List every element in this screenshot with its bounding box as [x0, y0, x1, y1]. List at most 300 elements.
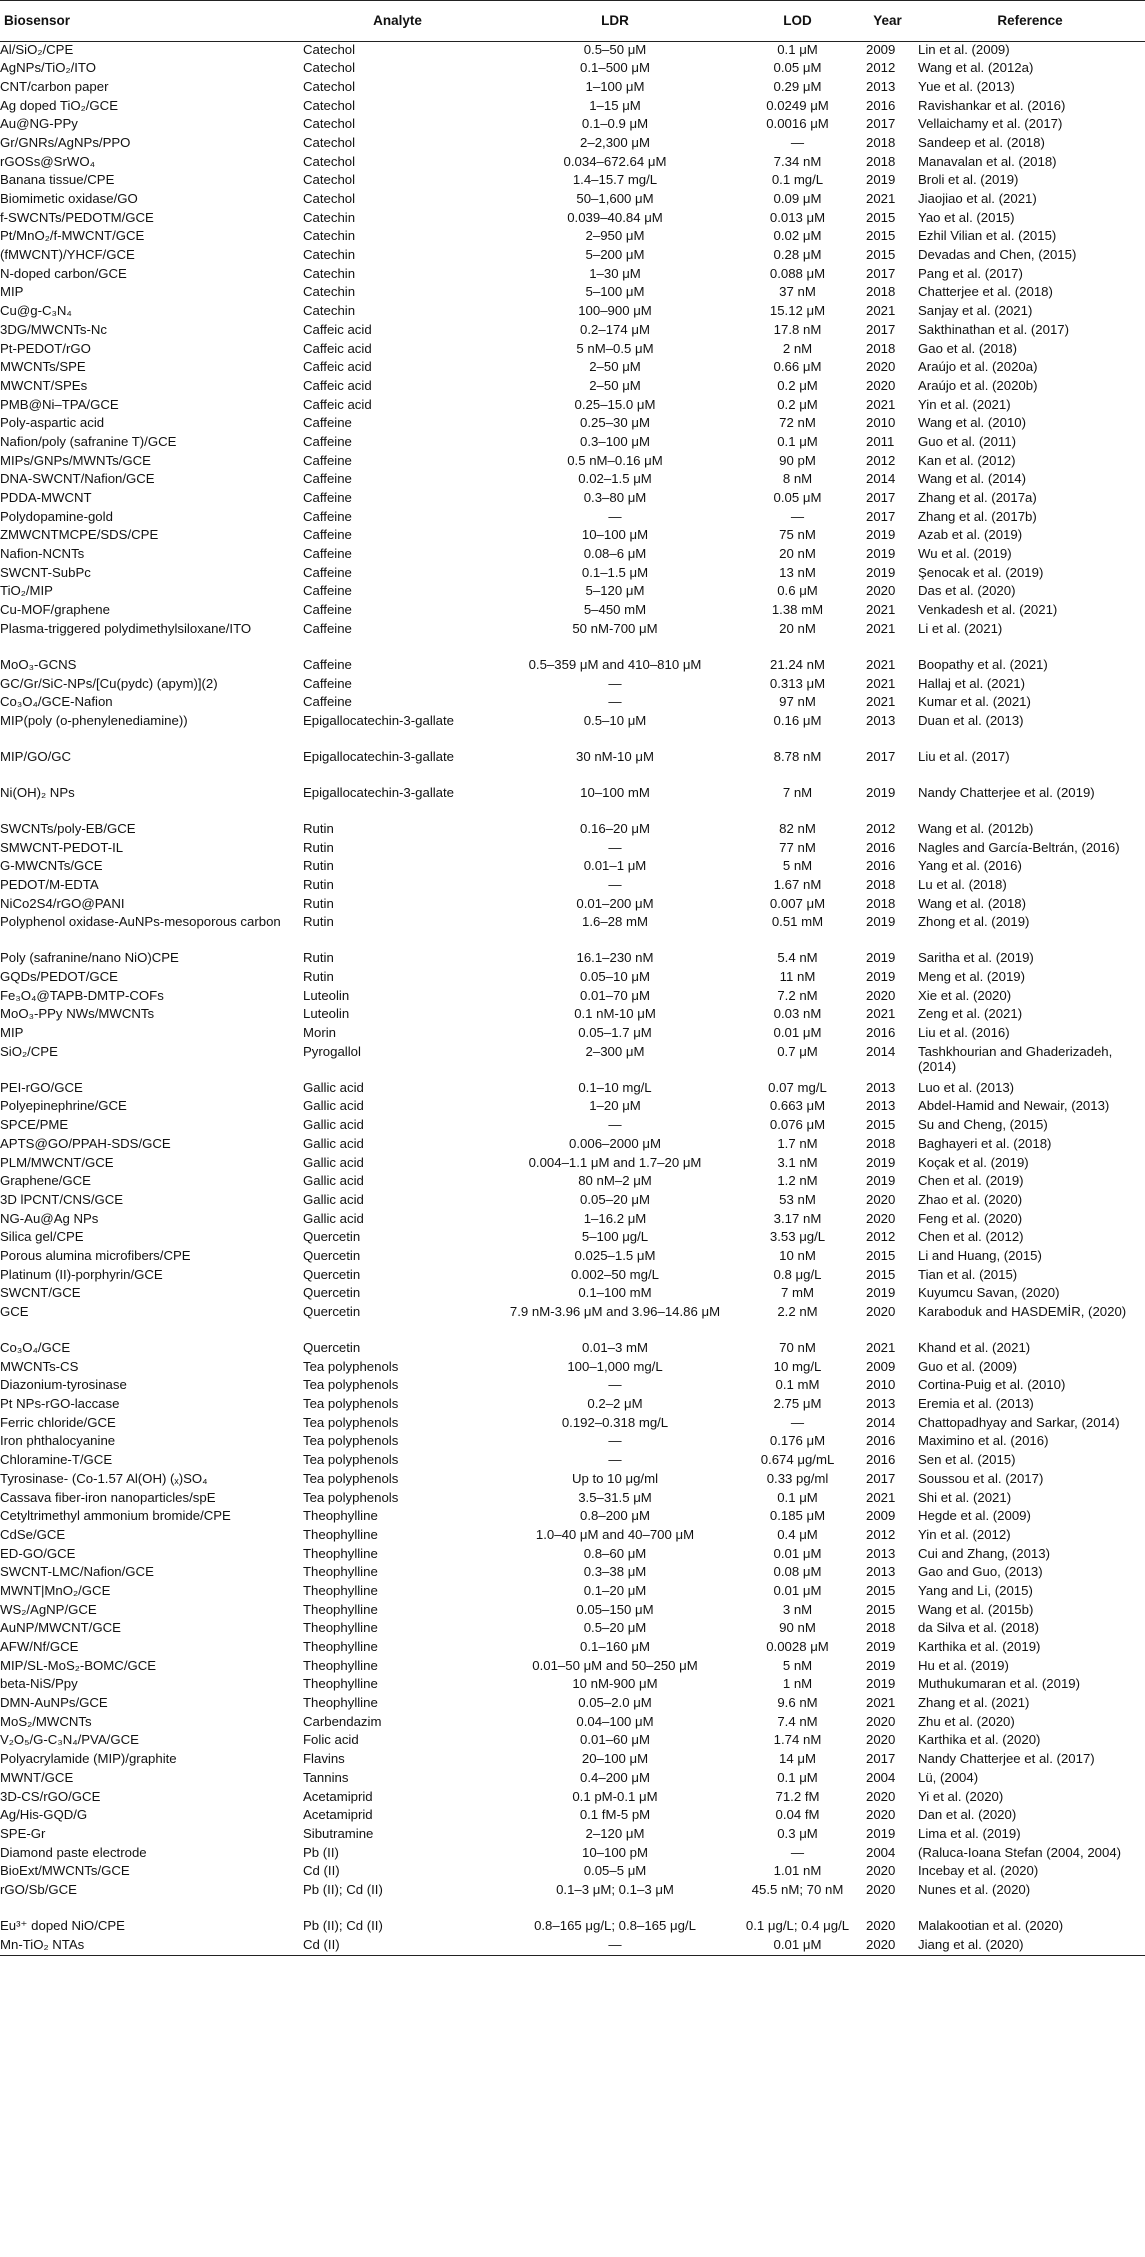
reference-cell: Wang et al. (2015b) [918, 1601, 1034, 1617]
year-cell: 2018 [866, 1620, 896, 1636]
reference-cell: Zhu et al. (2020) [918, 1713, 1015, 1729]
biosensor-cell: Ni(OH)₂ NPs [0, 784, 75, 800]
lod-cell: 1.74 nM [773, 1732, 822, 1748]
reference-cell: Devadas and Chen, (2015) [918, 247, 1077, 263]
biosensor-cell: SWCNTs/poly-EB/GCE [0, 820, 136, 836]
reference-cell: Zhong et al. (2019) [918, 914, 1030, 930]
lod-cell: 0.66 μM [773, 359, 822, 375]
year-cell: 2018 [866, 876, 896, 892]
analyte-cell: Tea polyphenols [303, 1470, 399, 1486]
analyte-cell: Acetamiprid [303, 1807, 373, 1823]
table-row [0, 1714, 1145, 1733]
ldr-cell: 0.034–672.64 μM [563, 153, 667, 169]
table-row [0, 434, 1145, 453]
year-cell: 2020 [860, 1937, 915, 1956]
year-cell: 2016 [866, 1433, 896, 1449]
year-cell: 2015 [866, 209, 896, 225]
reference-cell: Wang et al. (2014) [918, 471, 1026, 487]
analyte-cell: Theophylline [303, 1526, 378, 1542]
reference-cell: Nandy Chatterjee et al. (2017) [918, 1751, 1095, 1767]
table-row [0, 785, 1145, 821]
col-header-ldr: LDR [495, 1, 735, 42]
ldr-cell: 0.1 fM-5 pM [579, 1807, 651, 1823]
lod-cell: 7.4 nM [777, 1713, 818, 1729]
ldr-cell: 1–15 μM [589, 97, 641, 113]
biosensor-cell: BioExt/MWCNTs/GCE [0, 1863, 130, 1879]
reference-cell: Chattopadhyay and Sarkar, (2014) [918, 1414, 1120, 1430]
reference-cell: Venkadesh et al. (2021) [918, 602, 1058, 618]
analyte-cell: Caffeine [303, 583, 352, 599]
year-cell: 2012 [866, 60, 896, 76]
ldr-cell: — [608, 675, 622, 691]
analyte-cell: Theophylline [303, 1676, 378, 1692]
lod-cell: 0.663 μM [769, 1098, 826, 1114]
lod-cell: 0.16 μM [773, 712, 822, 728]
lod-cell: 0.05 μM [773, 490, 822, 505]
analyte-cell: Caffeic acid [303, 377, 372, 393]
lod-cell: 0.29 μM [773, 78, 822, 94]
ldr-cell: 100–1,000 mg/L [567, 1358, 663, 1374]
ldr-cell: 0.16–20 μM [580, 820, 650, 836]
lod-cell: 7.2 nM [777, 987, 818, 1003]
biosensor-cell: 3DG/MWCNTs-Nc [0, 321, 107, 337]
analyte-cell: Tea polyphenols [303, 1414, 399, 1430]
ldr-cell: 5–200 μM [585, 247, 645, 263]
reference-cell: Lu et al. (2018) [918, 876, 1007, 892]
year-cell: 2009 [866, 1358, 896, 1374]
ldr-cell: 0.5–10 μM [583, 712, 647, 728]
ldr-cell: — [608, 1433, 622, 1449]
biosensor-cell: ED-GO/GCE [0, 1545, 76, 1561]
year-cell: 2013 [866, 712, 896, 728]
lod-cell: 1.2 nM [777, 1173, 818, 1189]
biosensor-cell: WS₂/AgNP/GCE [0, 1601, 97, 1617]
table-row [0, 858, 1145, 877]
reference-cell: Guo et al. (2009) [918, 1358, 1017, 1374]
table-row [0, 969, 1145, 988]
lod-cell: 0.7 μM [777, 1043, 818, 1059]
reference-cell: Gao and Guo, (2013) [918, 1564, 1043, 1580]
table-row [0, 1770, 1145, 1789]
biosensor-cell: Platinum (II)-porphyrin/GCE [0, 1266, 163, 1282]
biosensor-cell: Polyacrylamide (MIP)/graphite [0, 1751, 177, 1767]
year-cell: 2019 [866, 969, 896, 984]
biosensor-cell: MIP [0, 284, 24, 300]
reference-cell: Sakthinathan et al. (2017) [918, 321, 1070, 337]
year-cell: 2021 [866, 675, 896, 691]
biosensor-cell: (fMWCNT)/YHCF/GCE [0, 247, 135, 263]
analyte-cell: Theophylline [303, 1582, 378, 1598]
analyte-cell: Gallic acid [303, 1079, 364, 1095]
reference-cell: Baghayeri et al. (2018) [918, 1135, 1052, 1151]
table-row [0, 341, 1145, 360]
lod-cell: 10 mg/L [773, 1358, 822, 1374]
table-row [0, 453, 1145, 472]
table-row [0, 303, 1145, 322]
lod-cell: 0.6 μM [777, 583, 818, 599]
table-row [0, 172, 1145, 191]
analyte-cell: Quercetin [303, 1266, 361, 1282]
year-cell: 2021 [866, 396, 896, 412]
table-row [0, 1452, 1145, 1471]
col-header-year: Year [860, 1, 915, 42]
biosensor-cell: MoS₂/MWCNTs [0, 1713, 92, 1729]
analyte-cell: Cd (II) [303, 1863, 340, 1879]
lod-cell: 90 nM [779, 1620, 816, 1636]
analyte-cell: Caffeine [303, 620, 352, 636]
analyte-cell: Tea polyphenols [303, 1433, 399, 1449]
header-row [0, 1, 1145, 42]
table-row [0, 1415, 1145, 1434]
col-header-reference: Reference [915, 1, 1145, 42]
analyte-cell: Quercetin [303, 1304, 361, 1319]
analyte-cell: Pyrogallol [303, 1043, 361, 1059]
ldr-cell: 10–100 μM [581, 527, 649, 543]
biosensor-cell: Porous alumina microfibers/CPE [0, 1247, 191, 1263]
lod-cell: 75 nM [779, 527, 816, 543]
reference-cell: Cui and Zhang, (2013) [918, 1545, 1050, 1561]
ldr-cell: 0.01–3 mM [582, 1340, 648, 1355]
biosensor-cell: Nafion/poly (safranine T)/GCE [0, 433, 177, 449]
ldr-cell: 0.01–1 μM [583, 858, 647, 874]
analyte-cell: Folic acid [303, 1732, 359, 1748]
table-row [0, 1006, 1145, 1025]
year-cell: 2014 [866, 1414, 896, 1430]
analyte-cell: Caffeine [303, 471, 352, 487]
table-row [0, 98, 1145, 117]
analyte-cell: Luteolin [303, 1006, 350, 1022]
analyte-cell: Gallic acid [303, 1117, 364, 1133]
lod-cell: 0.1 μM [777, 42, 818, 57]
year-cell: 2010 [866, 1377, 896, 1393]
analyte-cell: Theophylline [303, 1695, 378, 1711]
year-cell: 2012 [866, 820, 896, 836]
lod-cell: 53 nM [779, 1191, 816, 1207]
ldr-cell: — [608, 1117, 622, 1133]
year-cell: 2019 [866, 1639, 896, 1654]
table-row [0, 1304, 1145, 1340]
reference-cell: Zeng et al. (2021) [918, 1006, 1023, 1022]
year-cell: 2021 [866, 1006, 896, 1022]
reference-cell: (Raluca-Ioana Stefan (2004, 2004) [918, 1844, 1122, 1860]
table-row [0, 1639, 1145, 1658]
analyte-cell: Morin [303, 1025, 336, 1041]
lod-cell: 0.4 μM [777, 1526, 818, 1542]
biosensor-cell: MIPs/GNPs/MWNTs/GCE [0, 452, 151, 468]
year-cell: 2021 [866, 1489, 896, 1505]
table-row [0, 1155, 1145, 1174]
reference-cell: Araújo et al. (2020b) [918, 377, 1038, 393]
analyte-cell: Gallic acid [303, 1098, 364, 1114]
table-row [0, 1918, 1145, 1937]
year-cell: 2021 [866, 620, 896, 636]
biosensor-cell: Graphene/GCE [0, 1173, 91, 1189]
ldr-cell: 0.3–100 μM [580, 433, 650, 449]
year-cell: 2016 [866, 97, 896, 113]
table-row [0, 1192, 1145, 1211]
lod-cell: 70 nM [779, 1340, 816, 1355]
reference-cell: Wang et al. (2012a) [918, 60, 1034, 76]
year-cell: 2004 [866, 1769, 896, 1785]
lod-cell: 0.05 μM [773, 60, 822, 76]
year-cell: 2021 [866, 602, 896, 618]
analyte-cell: Catechin [303, 209, 356, 225]
ldr-cell: 0.05–150 μM [576, 1601, 654, 1617]
ldr-cell: — [608, 1377, 622, 1393]
reference-cell: Yao et al. (2015) [918, 209, 1015, 225]
analyte-cell: Caffeic acid [303, 321, 372, 337]
analyte-cell: Gallic acid [303, 1135, 364, 1151]
lod-cell: 13 nM [779, 564, 816, 580]
biosensor-cell: Poly-aspartic acid [0, 415, 105, 431]
year-cell: 2012 [866, 1526, 896, 1542]
table-row [0, 1732, 1145, 1751]
table-row [0, 247, 1145, 266]
analyte-cell: Catechin [303, 303, 356, 319]
ldr-cell: 0.05–20 μM [580, 1191, 650, 1207]
lod-cell: 0.1 μM [777, 433, 818, 449]
biosensor-cell: PEI-rGO/GCE [0, 1079, 83, 1095]
analyte-cell: Catechin [303, 284, 356, 300]
table-row [0, 1527, 1145, 1546]
reference-cell: Dan et al. (2020) [918, 1807, 1017, 1823]
table-row [0, 657, 1145, 676]
analyte-cell: Tea polyphenols [303, 1489, 399, 1505]
lod-cell: 3.1 nM [777, 1154, 818, 1170]
reference-cell: Duan et al. (2013) [918, 712, 1024, 728]
analyte-cell: Quercetin [303, 1340, 361, 1355]
lod-cell: 10 nM [779, 1247, 816, 1263]
table-row [0, 1863, 1145, 1882]
analyte-cell: Rutin [303, 858, 334, 874]
analyte-cell: Quercetin [303, 1285, 361, 1301]
analyte-cell: Tea polyphenols [303, 1452, 399, 1468]
ldr-cell: 0.3–80 μM [583, 490, 647, 505]
lod-cell: 0.1 mg/L [771, 172, 824, 188]
year-cell: 2019 [866, 172, 896, 188]
ldr-cell: 0.8–200 μM [580, 1508, 650, 1524]
lod-cell: 0.09 μM [773, 191, 822, 206]
year-cell: 2013 [866, 1396, 896, 1412]
year-cell: 2019 [866, 564, 896, 580]
col-header-lod: LOD [735, 1, 860, 42]
table-row [0, 1098, 1145, 1117]
reference-cell: Li et al. (2021) [918, 620, 1003, 636]
ldr-cell: 0.05–10 μM [580, 969, 650, 984]
year-cell: 2015 [866, 1247, 896, 1263]
year-cell: 2019 [866, 1154, 896, 1170]
table-row [0, 1695, 1145, 1714]
reference-cell: Kan et al. (2012) [918, 452, 1016, 468]
ldr-cell: 0.01–50 μM and 50–250 μM [532, 1657, 698, 1673]
ldr-cell: 5–100 μg/L [581, 1229, 649, 1245]
year-cell: 2017 [866, 508, 896, 524]
ldr-cell: — [608, 876, 622, 892]
biosensor-cell: GCE [0, 1304, 29, 1319]
year-cell: 2018 [866, 1135, 896, 1151]
reference-cell: Manavalan et al. (2018) [918, 153, 1057, 169]
lod-cell: 0.088 μM [769, 265, 826, 281]
year-cell: 2015 [866, 1601, 896, 1617]
reference-cell: Şenocak et al. (2019) [918, 564, 1044, 580]
analyte-cell: Catechin [303, 265, 356, 281]
year-cell: 2011 [866, 433, 895, 449]
ldr-cell: 5–450 mM [583, 602, 647, 618]
reference-cell: Eremia et al. (2013) [918, 1396, 1034, 1412]
analyte-cell: Epigallocatechin-3-gallate [303, 784, 455, 800]
table-row [0, 1044, 1145, 1080]
reference-cell: Shi et al. (2021) [918, 1489, 1012, 1505]
ldr-cell: 0.8–60 μM [583, 1545, 647, 1561]
table-row [0, 1807, 1145, 1826]
lod-cell: 72 nM [779, 415, 816, 431]
biosensor-cell: CNT/carbon paper [0, 78, 109, 94]
ldr-cell: 1–20 μM [589, 1098, 641, 1114]
table-row [0, 950, 1145, 969]
analyte-cell: Epigallocatechin-3-gallate [303, 712, 455, 728]
analyte-cell: Caffeine [303, 433, 352, 449]
biosensor-cell: Au@NG-PPy [0, 116, 78, 132]
biosensor-cell: Banana tissue/CPE [0, 172, 115, 188]
reference-cell: Maximino et al. (2016) [918, 1433, 1049, 1449]
ldr-cell: 2–950 μM [585, 228, 645, 244]
lod-cell: 0.1 mM [775, 1377, 820, 1393]
ldr-cell: 0.4–200 μM [580, 1769, 650, 1785]
table-row [0, 1377, 1145, 1396]
analyte-cell: Tea polyphenols [303, 1396, 399, 1412]
reference-cell: Wu et al. (2019) [918, 546, 1012, 562]
ldr-cell: 3.5–31.5 μM [578, 1489, 652, 1505]
reference-cell: Pang et al. (2017) [918, 265, 1023, 281]
analyte-cell: Quercetin [303, 1247, 361, 1263]
year-cell: 2021 [866, 191, 896, 206]
year-cell: 2019 [866, 1285, 896, 1301]
biosensor-cell: Co₃O₄/GCE [0, 1340, 71, 1355]
reference-cell: Vellaichamy et al. (2017) [918, 116, 1063, 132]
reference-cell: Tian et al. (2015) [918, 1266, 1018, 1282]
biosensor-cell: 3D lPCNT/CNS/GCE [0, 1191, 124, 1207]
analyte-cell: Theophylline [303, 1657, 378, 1673]
analyte-cell: Tea polyphenols [303, 1377, 399, 1393]
lod-cell: 90 pM [779, 452, 816, 468]
table-row [0, 1248, 1145, 1267]
analyte-cell: Pb (II) [303, 1844, 339, 1860]
table-row [0, 602, 1145, 621]
biosensor-cell: SiO₂/CPE [0, 1043, 58, 1059]
table-row [0, 1751, 1145, 1770]
biosensor-cell: Silica gel/CPE [0, 1229, 84, 1245]
biosensor-cell: NiCo2S4/rGO@PANI [0, 895, 125, 911]
ldr-cell: 30 nM-10 μM [576, 748, 654, 764]
ldr-cell: 0.5–50 μM [583, 42, 647, 57]
lod-cell: 20 nM [779, 546, 816, 562]
biosensor-cell: AFW/Nf/GCE [0, 1639, 79, 1654]
table-row [0, 228, 1145, 247]
year-cell: 2014 [866, 471, 896, 487]
biosensor-cell: TiO₂/MIP [0, 583, 53, 599]
table-row [0, 1136, 1145, 1155]
reference-cell: Kuyumcu Savan, (2020) [918, 1285, 1060, 1301]
lod-cell: 82 nM [779, 820, 816, 836]
analyte-cell: Caffeine [303, 527, 352, 543]
reference-cell: Yang et al. (2016) [918, 858, 1022, 874]
biosensor-cell: Polyphenol oxidase-AuNPs-mesoporous carbon [0, 914, 281, 930]
year-cell: 2019 [866, 546, 896, 562]
ldr-cell: 5–120 μM [585, 583, 645, 599]
table-row [0, 1583, 1145, 1602]
ldr-cell: 50 nM-700 μM [572, 620, 658, 636]
ldr-cell: 0.5 nM–0.16 μM [567, 452, 663, 468]
year-cell: 2020 [866, 1732, 896, 1748]
table-row [0, 546, 1145, 565]
biosensor-cell: CdSe/GCE [0, 1526, 66, 1542]
analyte-cell: Tea polyphenols [303, 1358, 399, 1374]
ldr-cell: 2–120 μM [585, 1825, 645, 1841]
table-row [0, 1620, 1145, 1639]
biosensor-cell: Al/SiO₂/CPE [0, 42, 74, 57]
reference-cell: Tashkhourian and Ghaderizadeh, (2014) [918, 1043, 1113, 1075]
reference-cell: Hegde et al. (2009) [918, 1508, 1031, 1524]
table-row [0, 397, 1145, 416]
biosensor-cell: MWCNTs/SPE [0, 359, 86, 375]
ldr-cell: 7.9 nM-3.96 μM and 3.96–14.86 μM [509, 1304, 721, 1319]
table-row [0, 583, 1145, 602]
year-cell: 2009 [866, 1508, 896, 1524]
year-cell: 2020 [866, 583, 896, 599]
analyte-cell: Theophylline [303, 1620, 378, 1636]
lod-cell: 8 nM [782, 471, 813, 487]
year-cell: 2020 [866, 1304, 896, 1319]
year-cell: 2020 [866, 1863, 896, 1879]
table-row [0, 1676, 1145, 1695]
lod-cell: 8.78 nM [773, 748, 822, 764]
ldr-cell: 1.6–28 mM [582, 914, 648, 930]
analyte-cell: Caffeine [303, 415, 352, 431]
biosensor-cell: MoO₃-GCNS [0, 656, 77, 672]
ldr-cell: 0.05–1.7 μM [578, 1025, 652, 1041]
lod-cell: 0.185 μM [769, 1508, 826, 1524]
analyte-cell: Gallic acid [303, 1210, 364, 1226]
reference-cell: Yang and Li, (2015) [918, 1582, 1033, 1598]
reference-cell: Yue et al. (2013) [918, 78, 1015, 94]
lod-cell: 3.17 nM [773, 1210, 822, 1226]
table-row [0, 1845, 1145, 1864]
biosensor-cell: Chloramine-T/GCE [0, 1452, 113, 1468]
analyte-cell: Catechol [303, 172, 356, 188]
biosensor-cell: Mn-TiO₂ NTAs [0, 1937, 300, 1956]
reference-cell: Nagles and García-Beltrán, (2016) [918, 839, 1120, 855]
reference-cell: Lin et al. (2009) [918, 42, 1010, 57]
ldr-cell: 0.002–50 mg/L [571, 1266, 659, 1282]
table-row [0, 415, 1145, 434]
table-row [0, 877, 1145, 896]
reference-cell: Cortina-Puig et al. (2010) [918, 1377, 1066, 1393]
ldr-cell: 0.01–60 μM [580, 1732, 650, 1748]
ldr-cell: 0.5–20 μM [583, 1620, 647, 1636]
year-cell: 2017 [866, 116, 896, 132]
biosensor-cell: PDDA-MWCNT [0, 490, 92, 505]
lod-cell: 0.03 nM [773, 1006, 822, 1022]
analyte-cell: Rutin [303, 895, 334, 911]
lod-cell: 0.076 μM [769, 1117, 826, 1133]
biosensor-cell: SWCNT-LMC/Nafion/GCE [0, 1564, 154, 1580]
biosensor-cell: SWCNT/GCE [0, 1285, 81, 1301]
lod-cell: 0.313 μM [769, 675, 826, 691]
lod-cell: 20 nM [779, 620, 816, 636]
table-row [0, 60, 1145, 79]
ldr-cell: — [495, 1937, 735, 1956]
lod-cell: 0.07 mg/L [768, 1079, 827, 1095]
